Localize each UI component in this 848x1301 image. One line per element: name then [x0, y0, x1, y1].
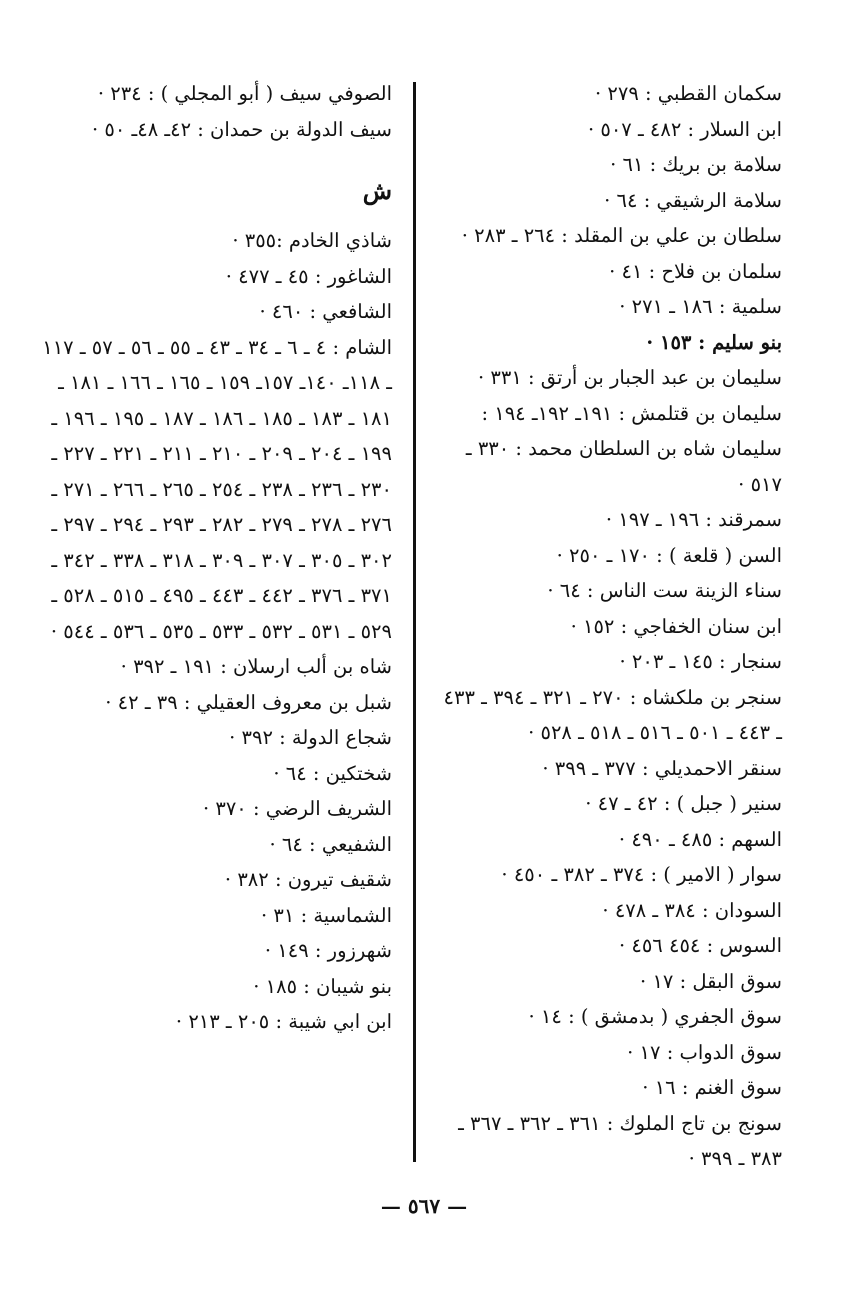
- index-entry: سلامة الرشيقي : ٦٤ ·: [604, 188, 782, 212]
- index-entry: سلمان بن فلاح : ٤١ ·: [609, 259, 782, 283]
- index-entry: سوق الجفري ( بدمشق ) : ١٤ ·: [528, 1005, 782, 1028]
- index-entry: سوق الدواب : ١٧ ·: [627, 1040, 782, 1064]
- letter-heading: ش: [362, 176, 392, 205]
- index-entry: شختكين : ٦٤ ·: [273, 761, 392, 785]
- index-entry: سليمان بن قتلمش : ١٩١ـ ١٩٢ـ ١٩٤ :: [481, 401, 782, 425]
- index-entry: الشام : ٤ ـ ٦ ـ ٣٤ ـ ٤٣ ـ ٥٥ ـ ٥٦ ـ ٥٧ ـ ١١٧ ـ ١١٨ـ ١٤٠ـ ١٥٧ـ ١٥٩ ـ ١٦٥ ـ ١٦٦ ـ ١٨١ ـ ١٨١ ـ ١٨٣ ـ ١٨٥ ـ ١٨٦ ـ ١٨٧ ـ ١٩٥ ـ ١٩٦ ـ ١٩٩ ـ ٢٠٤ ـ ٢٠٩ ـ ٢١٠ ـ ٢١١ ـ ٢٢١ ـ ٢٢٧ ـ ٢٣٠ ـ ٢٣٦ ـ ٢٣٨ ـ ٢٥٤ ـ ٢٦٥ ـ ٢٦٦ ـ ٢٧١ ـ ٢٧٦ ـ ٢٧٨ ـ ٢٧٩ ـ ٢٨٢ ـ ٢٩٣ ـ ٢٩٤ ـ ٢٩٧ ـ ٣٠٢ ـ ٣٠٥ ـ ٣٠٧ ـ ٣٠٩ ـ ٣١٨ ـ ٣٣٨ ـ ٣٤٢ ـ ٣٧١ ـ ٣٧٦ ـ ٤٤٢ ـ ٤٤٣ ـ ٤٩٥ ـ ٥١٥ ـ ٥٢٨ ـ ٥٢٩ ـ ٥٣١ ـ ٥٣٢ ـ ٥٣٣ ـ ٥٣٥ ـ ٥٣٦ ـ ٥٤٤ ·: [42, 335, 392, 643]
- index-entry: الشافعي : ٤٦٠ ·: [259, 300, 392, 323]
- index-entry: السودان : ٣٨٤ ـ ٤٧٨ ·: [602, 898, 782, 922]
- index-entry: سنجر بن ملكشاه : ٢٧٠ ـ ٣٢١ ـ ٣٩٤ ـ ٤٣٣ ـ ٤٤٣ ـ ٥٠١ ـ ٥١٦ ـ ٥١٨ ـ ٥٢٨ ·: [443, 685, 782, 744]
- index-entry: بنو سليم : ١٥٣ ·: [646, 330, 782, 354]
- index-entry: السهم : ٤٨٥ ـ ٤٩٠ ·: [618, 827, 782, 851]
- index-entry: الصوفي سيف ( أبو المجلي ) : ٢٣٤ ·: [97, 82, 392, 105]
- index-entry: الشاغور : ٤٥ ـ ٤٧٧ ·: [225, 264, 392, 288]
- index-entry: سنجار : ١٤٥ ـ ٢٠٣ ·: [619, 650, 782, 673]
- index-entry: سمرقند : ١٩٦ ـ ١٩٧ ·: [605, 508, 782, 531]
- page-number: — ٥٦٧ —: [380, 1194, 468, 1218]
- index-entry: شجاع الدولة : ٣٩٢ ·: [229, 726, 392, 749]
- right-column: [432, 76, 782, 1177]
- index-entry: الشريف الرضي : ٣٧٠ ·: [202, 797, 392, 820]
- index-entry: سونج بن تاج الملوك : ٣٦١ ـ ٣٦٢ ـ ٣٦٧ ـ ٣٨٣ ـ ٣٩٩ ·: [458, 1111, 782, 1170]
- index-entry: شاذي الخادم :٣٥٥ ·: [232, 229, 392, 252]
- index-entry: سلمية : ١٨٦ ـ ٢٧١ ·: [619, 295, 782, 318]
- index-entry: سناء الزينة ست الناس : ٦٤ ·: [547, 579, 782, 602]
- index-entry: سوق البقل : ١٧ ·: [640, 969, 782, 993]
- index-entry: سنير ( جبل ) : ٤٢ ـ ٤٧ ·: [585, 792, 782, 815]
- index-entry: سليمان بن عبد الجبار بن أرتق : ٣٣١ ·: [477, 366, 782, 389]
- index-entry: سلطان بن علي بن المقلد : ٢٦٤ ـ ٢٨٣ ·: [461, 224, 782, 247]
- index-entry: شاه بن ألب ارسلان : ١٩١ ـ ٣٩٢ ·: [120, 655, 392, 678]
- index-entry: شهرزور : ١٤٩ ·: [264, 939, 392, 962]
- index-entry: بنو شيبان : ١٨٥ ·: [253, 974, 392, 998]
- index-entry: سلامة بن بريك : ٦١ ·: [610, 153, 782, 176]
- index-entry: ابن سنان الخفاجي : ١٥٢ ·: [570, 614, 782, 638]
- left-column: [32, 76, 392, 1040]
- index-entry: ابن ابي شيبة : ٢٠٥ ـ ٢١٣ ·: [175, 1010, 392, 1033]
- index-entry: السوس : ٤٥٤ ٤٥٦ ·: [618, 934, 782, 957]
- index-entry: ابن السلار : ٤٨٢ ـ ٥٠٧ ·: [587, 117, 782, 141]
- index-entry: الشماسية : ٣١ ·: [261, 903, 392, 927]
- column-divider: [413, 82, 416, 1162]
- index-entry: شقيف تيرون : ٣٨٢ ·: [224, 868, 392, 891]
- index-entry: سكمان القطبي : ٢٧٩ ·: [595, 82, 782, 105]
- index-entry: شبل بن معروف العقيلي : ٣٩ ـ ٤٢ ·: [105, 690, 392, 714]
- index-entry: الشفيعي : ٦٤ ·: [269, 832, 392, 856]
- index-entry: سنقر الاحمديلي : ٣٧٧ ـ ٣٩٩ ·: [542, 756, 782, 780]
- index-entry: سيف الدولة بن حمدان : ٤٢ـ ٤٨ـ ٥٠ ·: [91, 117, 392, 141]
- index-entry: سوار ( الامير ) : ٣٧٤ ـ ٣٨٢ ـ ٤٥٠ ·: [501, 863, 782, 886]
- index-entry: سليمان شاه بن السلطان محمد : ٣٣٠ ـ ٥١٧ ·: [465, 437, 782, 496]
- index-entry: السن ( قلعة ) : ١٧٠ ـ ٢٥٠ ·: [556, 543, 782, 567]
- index-entry: سوق الغنم : ١٦ ·: [642, 1076, 782, 1099]
